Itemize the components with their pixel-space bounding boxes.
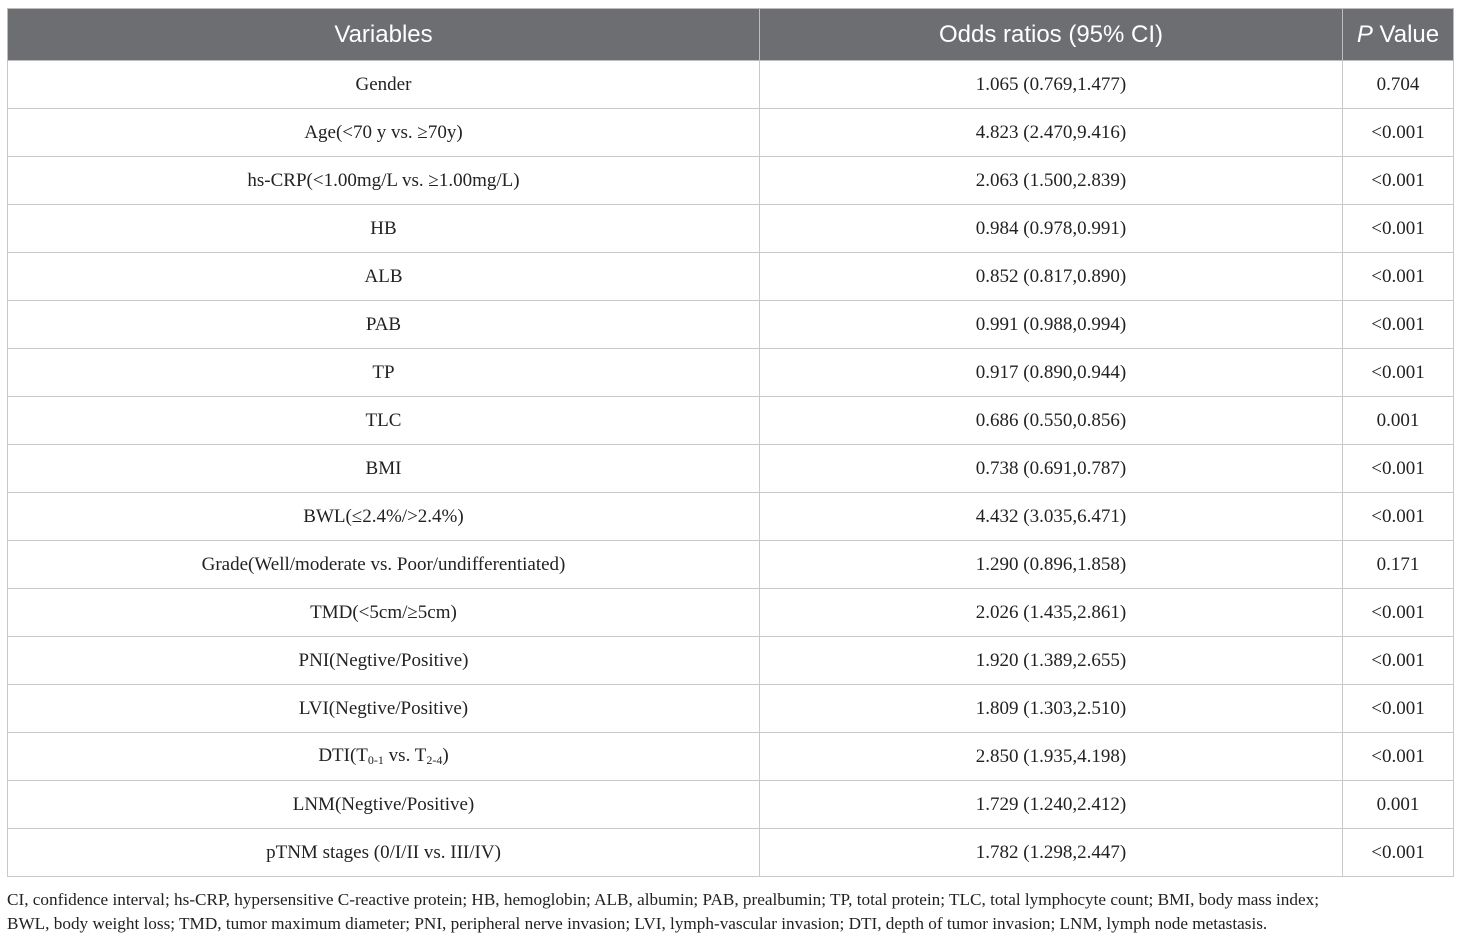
- p-value-cell: 0.171: [1343, 541, 1454, 589]
- table-row: [8, 445, 1454, 493]
- variable-cell: Gender: [8, 61, 760, 109]
- odds-ratio-cell: 1.290 (0.896,1.858): [760, 541, 1343, 589]
- odds-ratio-cell: 0.991 (0.988,0.994): [760, 301, 1343, 349]
- p-value-cell: <0.001: [1343, 637, 1454, 685]
- odds-ratio-cell: 1.920 (1.389,2.655): [760, 637, 1343, 685]
- table-row: [8, 109, 1454, 157]
- table-footnote: [7, 888, 1457, 936]
- table-row: [8, 733, 1454, 781]
- variable-cell: PAB: [8, 301, 760, 349]
- header-p-value: [1343, 9, 1454, 61]
- table-row: [8, 253, 1454, 301]
- odds-ratio-cell: 0.686 (0.550,0.856): [760, 397, 1343, 445]
- p-value-cell: <0.001: [1343, 493, 1454, 541]
- variable-cell: LNM(Negtive/Positive): [8, 781, 760, 829]
- table-row: [8, 301, 1454, 349]
- odds-ratio-cell: 1.809 (1.303,2.510): [760, 685, 1343, 733]
- odds-ratio-cell: 0.852 (0.817,0.890): [760, 253, 1343, 301]
- variable-cell: TP: [8, 349, 760, 397]
- header-p-italic: P: [1356, 20, 1373, 48]
- variable-cell: TMD(<5cm/≥5cm): [8, 589, 760, 637]
- odds-ratio-cell: 0.917 (0.890,0.944): [760, 349, 1343, 397]
- variable-cell: ALB: [8, 253, 760, 301]
- p-value-cell: <0.001: [1343, 829, 1454, 877]
- odds-ratio-cell: 4.432 (3.035,6.471): [760, 493, 1343, 541]
- header-p-rest: Value: [1372, 20, 1440, 48]
- variable-cell: hs-CRP(<1.00mg/L vs. ≥1.00mg/L): [8, 157, 760, 205]
- p-value-cell: <0.001: [1343, 157, 1454, 205]
- variable-cell: BMI: [8, 445, 760, 493]
- table-row: [8, 205, 1454, 253]
- header-odds-ratios: Odds ratios (95% CI): [760, 9, 1343, 61]
- odds-ratio-cell: 2.026 (1.435,2.861): [760, 589, 1343, 637]
- p-value-cell: <0.001: [1343, 205, 1454, 253]
- table-row: [8, 685, 1454, 733]
- table-container: [7, 8, 1453, 877]
- odds-ratio-cell: 0.984 (0.978,0.991): [760, 205, 1343, 253]
- table-row: [8, 589, 1454, 637]
- p-value-cell: <0.001: [1343, 685, 1454, 733]
- table-row: [8, 637, 1454, 685]
- odds-ratio-cell: 1.065 (0.769,1.477): [760, 61, 1343, 109]
- variable-cell: TLC: [8, 397, 760, 445]
- odds-ratio-cell: 4.823 (2.470,9.416): [760, 109, 1343, 157]
- p-value-cell: 0.704: [1343, 61, 1454, 109]
- table-row: [8, 157, 1454, 205]
- p-value-cell: <0.001: [1343, 589, 1454, 637]
- variable-cell: BWL(≤2.4%/>2.4%): [8, 493, 760, 541]
- table-row: [8, 829, 1454, 877]
- p-value-cell: <0.001: [1343, 733, 1454, 781]
- variable-cell: Age(<70 y vs. ≥70y): [8, 109, 760, 157]
- p-value-cell: <0.001: [1343, 445, 1454, 493]
- odds-ratio-table: [7, 8, 1454, 877]
- variable-cell: LVI(Negtive/Positive): [8, 685, 760, 733]
- table-row: [8, 61, 1454, 109]
- table-row: [8, 397, 1454, 445]
- table-row: [8, 349, 1454, 397]
- variable-cell: HB: [8, 205, 760, 253]
- p-value-cell: 0.001: [1343, 781, 1454, 829]
- footnote-line-2: BWL, body weight loss; TMD, tumor maximum diameter; PNI, peripheral nerve invasion; LVI, lymph-vascular invasion; DTI, depth of tumor invasion; LNM, lymph node metastasis.: [7, 914, 1268, 933]
- variable-cell: $DTI(T_{0-1}$ vs. $T_{2-4}$): [8, 733, 760, 781]
- variable-cell: PNI(Negtive/Positive): [8, 637, 760, 685]
- p-value-cell: <0.001: [1343, 253, 1454, 301]
- p-value-cell: <0.001: [1343, 301, 1454, 349]
- table-row: [8, 493, 1454, 541]
- odds-ratio-cell: 2.850 (1.935,4.198): [760, 733, 1343, 781]
- odds-ratio-cell: 1.729 (1.240,2.412): [760, 781, 1343, 829]
- table-row: [8, 781, 1454, 829]
- footnote-line-1: CI, confidence interval; hs-CRP, hypersensitive C-reactive protein; HB, hemoglobin; ALB, albumin; PAB, prealbumin; TP, total protein; TLC, total lymphocyte count; BMI, body mass index;: [7, 890, 1319, 909]
- header-variables: Variables: [8, 9, 760, 61]
- odds-ratio-cell: 2.063 (1.500,2.839): [760, 157, 1343, 205]
- variable-cell: pTNM stages (0/I/II vs. III/IV): [8, 829, 760, 877]
- header-row: [8, 9, 1454, 61]
- p-value-cell: <0.001: [1343, 349, 1454, 397]
- odds-ratio-cell: 1.782 (1.298,2.447): [760, 829, 1343, 877]
- p-value-cell: <0.001: [1343, 109, 1454, 157]
- odds-ratio-cell: 0.738 (0.691,0.787): [760, 445, 1343, 493]
- variable-cell: Grade(Well/moderate vs. Poor/undifferentiated): [8, 541, 760, 589]
- table-row: [8, 541, 1454, 589]
- p-value-cell: 0.001: [1343, 397, 1454, 445]
